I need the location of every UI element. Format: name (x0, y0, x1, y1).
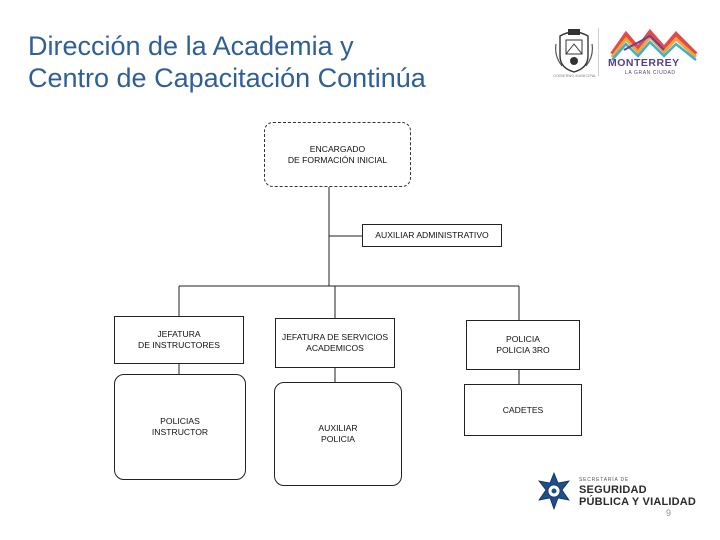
org-box-cadetes (464, 384, 582, 436)
org-box-policia-line-1: POLICIA (506, 334, 540, 344)
org-box-jefatura-instructores-line-2: DE INSTRUCTORES (138, 340, 220, 350)
org-box-jefatura-servicios (275, 318, 395, 368)
org-box-auxiliar-administrativo-line-1: AUXILIAR ADMINISTRATIVO (375, 230, 489, 240)
org-box-auxiliar-policia-line-2: POLICIA (321, 434, 355, 444)
org-box-jefatura-servicios-line-1: JEFATURA DE SERVICIOS (281, 332, 389, 342)
org-box-auxiliar-policia (274, 382, 402, 486)
org-box-policia-line-2: POLICIA 3RO (496, 345, 550, 355)
org-box-jefatura-instructores-line-1: JEFATURA (157, 329, 201, 339)
org-box-jefatura-servicios-line-2: ACADEMICOS (306, 343, 364, 353)
org-box-cadetes-line-1: CADETES (502, 404, 544, 415)
page-title-line-2: Centro de Capacitación Continúa (28, 63, 426, 93)
police-star-badge-icon (536, 472, 572, 510)
org-box-policias-instructor-line-2: INSTRUCTOR (151, 427, 209, 437)
footer-small-text: SECRETARÍA DE (579, 477, 630, 483)
org-box-policias-instructor-line-1: POLICIAS (160, 416, 200, 426)
org-box-jefatura-instructores (114, 316, 244, 364)
city-name: MONTERREY (608, 57, 680, 69)
org-box-encargado (264, 122, 411, 187)
org-box-encargado-line-1: ENCARGADO (309, 143, 366, 154)
city-tagline: LA GRAN CIUDAD (625, 70, 676, 76)
page-number: 9 (666, 508, 672, 518)
org-box-encargado-line-2: DE FORMACIÓN INICIAL (287, 154, 388, 165)
org-box-auxiliar-administrativo (362, 224, 502, 247)
footer-line-1: SEGURIDAD (579, 484, 647, 496)
footer-logo (536, 470, 712, 520)
footer-line-2: PÚBLICA Y VIALIDAD (579, 496, 697, 508)
org-box-policia (466, 320, 580, 370)
org-box-auxiliar-policia-line-1: AUXILIAR (318, 423, 358, 433)
seal-caption: GOBIERNO MUNICIPAL (553, 74, 597, 78)
page-title-line-1: Dirección de la Academia y (28, 31, 354, 61)
org-box-policias-instructor (114, 374, 246, 480)
